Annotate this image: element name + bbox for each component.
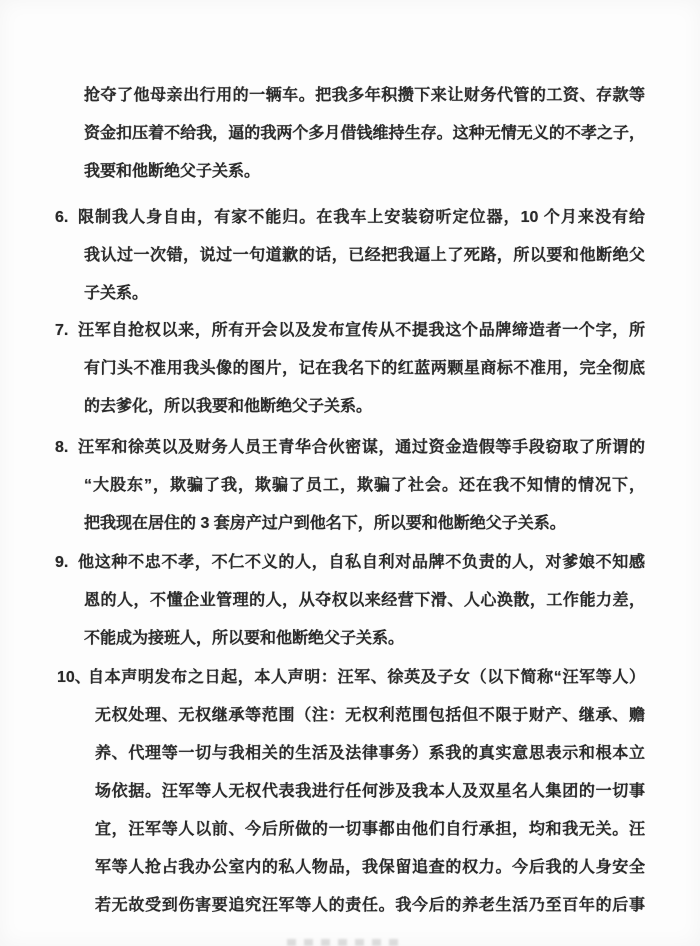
paragraph-8 (55, 429, 645, 543)
paragraph-6 (55, 199, 645, 313)
text-line: 抢夺了他母亲出行用的一辆车。把我多年积攒下来让财务代管的工资、存款等 (84, 87, 645, 104)
text-line: 汪军自抢权以来，所有开会以及发布宣传从不提我这个品牌缔造者一个字，所 (78, 322, 645, 339)
text-line: 不能成为接班人，所以要和他断绝父子关系。 (84, 630, 405, 647)
paragraph-7 (55, 312, 645, 426)
text-line: 恩的人，不懂企业管理的人，从夺权以来经营下滑、人心涣散，工作能力差， (84, 592, 645, 609)
list-number: 9. (55, 554, 69, 571)
text-line: 自本声明发布之日起，本人声明：汪军、徐英及子女（以下简称“汪军等人） (88, 669, 645, 686)
text-line: 限制我人身自由，有家不能归。在我车上安装窃听定位器，10 个月来没有给 (78, 209, 645, 226)
list-number: 6. (55, 209, 69, 226)
paragraph-9 (55, 544, 645, 658)
clipped-text-remnant (287, 939, 399, 946)
text-line: 有门头不准用我头像的图片，记在我名下的红蓝两颗星商标不准用，完全彻底 (84, 360, 645, 377)
text-line: 子关系。 (84, 285, 149, 302)
paragraph-10 (57, 659, 645, 925)
text-line: 若无故受到伤害要追究汪军等人的责任。我今后的养老生活乃至百年的后事 (95, 897, 645, 914)
text-line: 养、代理等一切与我相关的生活及法律事务）系我的真实意思表示和根本立 (95, 745, 645, 762)
text-line: 资金扣压着不给我，逼的我两个多月借钱维持生存。这种无情无义的不孝之子， (84, 125, 645, 142)
text-line: 汪军和徐英以及财务人员王青华合伙密谋，通过资金造假等手段窃取了所谓的 (78, 439, 645, 456)
text-line: 的去爹化，所以我要和他断绝父子关系。 (84, 398, 373, 415)
text-line: 宜，汪军等人以前、今后所做的一切事都由他们自行承担，均和我无关。汪 (95, 821, 645, 838)
text-line: 把我现在居住的 3 套房产过户到他名下，所以要和他断绝父子关系。 (84, 515, 566, 532)
list-number: 10、 (57, 669, 91, 686)
text-line: “大股东”，欺骗了我，欺骗了员工，欺骗了社会。还在我不知情的情况下， (84, 477, 645, 494)
text-line: 他这种不忠不孝，不仁不义的人，自私自利对品牌不负责的人，对爹娘不知感 (78, 554, 645, 571)
text-line: 我认过一次错，说过一句道歉的话，已经把我逼上了死路，所以要和他断绝父 (84, 247, 645, 264)
list-number: 7. (55, 322, 69, 339)
text-line: 无权处理、无权继承等范围（注：无权利范围包括但不限于财产、继承、赡 (95, 707, 645, 724)
text-line: 场依据。汪军等人无权代表我进行任何涉及我本人及双星名人集团的一切事 (95, 783, 645, 800)
text-line: 我要和他断绝父子关系。 (84, 163, 261, 180)
text-line: 军等人抢占我办公室内的私人物品，我保留追查的权力。今后我的人身安全 (95, 859, 645, 876)
paragraph-5-continuation (84, 77, 645, 191)
list-number: 8. (55, 439, 69, 456)
